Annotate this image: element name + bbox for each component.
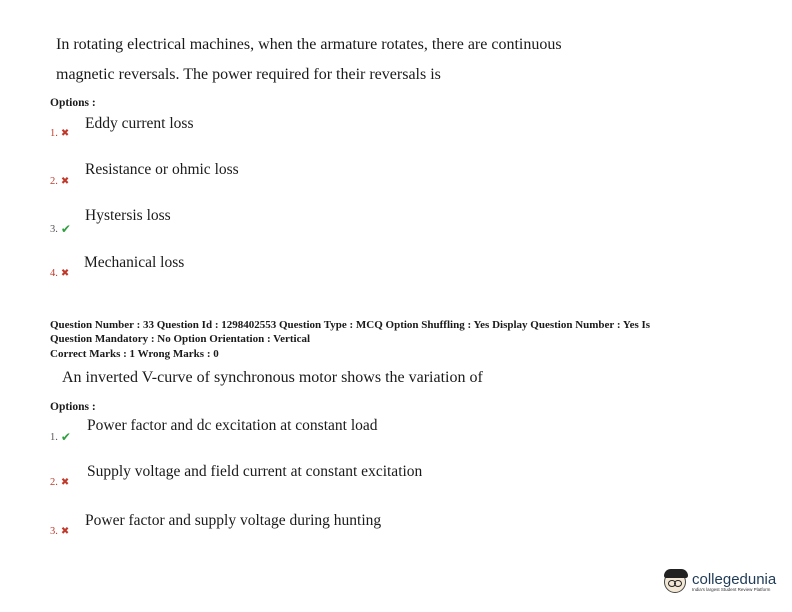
mascot-icon — [664, 571, 686, 593]
check-icon: ✔ — [60, 430, 71, 444]
option-3-text: Hystersis loss — [85, 207, 171, 224]
q33-option-2-text: Supply voltage and field current at constant excitation — [87, 463, 423, 480]
check-icon: ✔ — [60, 222, 71, 236]
q33-option-1-number: 1. ✔ — [50, 430, 71, 444]
cross-icon: ✖ — [60, 268, 70, 279]
question-33-text: An inverted V-curve of synchronous motor shows the variation of — [62, 369, 483, 386]
question-text-line-2: magnetic reversals. The power required for their reversals is — [56, 66, 441, 83]
cross-icon: ✖ — [60, 176, 70, 187]
option-4-number: 4. ✖ — [50, 268, 70, 279]
logo-name: collegedunia — [692, 570, 777, 588]
cross-icon: ✖ — [60, 128, 70, 139]
option-2-number: 2. ✖ — [50, 176, 70, 187]
q33-option-1-text: Power factor and dc excitation at constant load — [87, 417, 378, 434]
question-meta-line-1: Question Number : 33 Question Id : 1298402553 Question Type : MCQ Option Shuffling : Yes Display Question Number : Yes Is — [50, 319, 651, 331]
q33-option-2-number: 2. ✖ — [50, 477, 70, 488]
collegedunia-logo — [664, 571, 776, 593]
options-label: Options : — [50, 401, 96, 413]
option-2-text: Resistance or ohmic loss — [85, 161, 239, 178]
options-label: Options : — [50, 97, 96, 109]
cross-icon: ✖ — [60, 477, 70, 488]
q33-option-3-number: 3. ✖ — [50, 526, 70, 537]
logo-tagline: India's largest Student Review Platform — [692, 586, 771, 592]
q33-option-3-text: Power factor and supply voltage during hunting — [85, 512, 382, 529]
option-1-number: 1. ✖ — [50, 128, 70, 139]
option-1-text: Eddy current loss — [85, 115, 194, 132]
question-meta-line-2: Question Mandatory : No Option Orientation : Vertical — [50, 333, 311, 345]
option-3-number: 3. ✔ — [50, 222, 71, 236]
question-text-line-1: In rotating electrical machines, when the armature rotates, there are continuous — [56, 36, 562, 53]
question-meta-line-3: Correct Marks : 1 Wrong Marks : 0 — [50, 348, 219, 360]
option-4-text: Mechanical loss — [84, 254, 185, 271]
cross-icon: ✖ — [60, 526, 70, 537]
